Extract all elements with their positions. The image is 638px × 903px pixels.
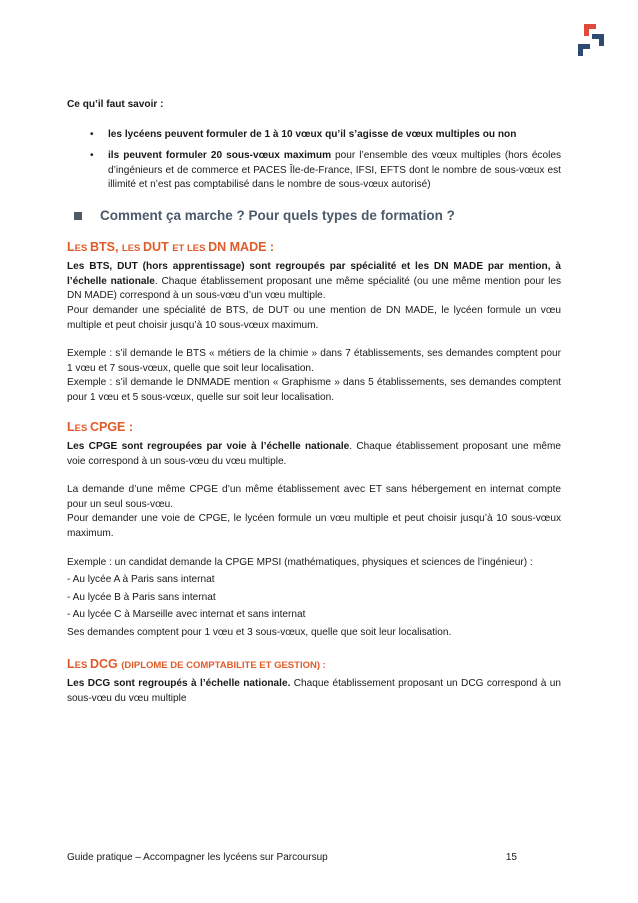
page-content <box>67 98 561 706</box>
cpge-item-1: - Au lycée A à Paris sans internat <box>67 574 215 586</box>
square-bullet-icon <box>74 212 82 220</box>
dcg-paragraph-1: Les DCG sont regroupés à l’échelle nationale. Chaque établissement proposant un DCG correspond à un sous-vœu du vœu multiple <box>67 678 561 704</box>
parcoursup-logo-icon <box>572 22 606 62</box>
cpge-paragraph-2: La demande d’une même CPGE d’un même établissement avec ET sans hébergement en internat compte pour un seul sous-vœu. <box>67 484 561 510</box>
intro-bullet-1 <box>90 128 561 143</box>
section-title: Comment ça marche ? Pour quels types de formation ? <box>100 207 455 223</box>
bullet-dot-icon: • <box>90 128 94 140</box>
cpge-item-3: - Au lycée C à Marseille avec internat et sans internat <box>67 609 306 621</box>
cpge-example: Exemple : un candidat demande la CPGE MPSI (mathématiques, physiques et sciences de l’ingénieur) : <box>67 556 533 568</box>
cpge-heading: LES CPGE : <box>67 419 134 434</box>
bullet-dot-icon: • <box>90 150 94 162</box>
intro-bullet-2 <box>90 149 561 193</box>
bts-paragraph-1: Les BTS, DUT (hors apprentissage) sont regroupés par spécialité et les DN MADE par mention, à l’échelle nationale. Chaque établissement proposant une même spécialité (ou une même mention pour les DN MADE) correspond à un sous-vœu d’un vœu multiple. <box>67 261 561 302</box>
intro-label: Ce qu’il faut savoir : <box>67 99 164 110</box>
bts-example-1: Exemple : s’il demande le BTS « métiers de la chimie » dans 7 établissements, ses demandes comptent pour 1 vœu et 7 sous-vœux, quelle que soit leur localisation. <box>67 348 561 374</box>
footer-text: Guide pratique – Accompagner les lycéens sur Parcoursup <box>67 852 328 863</box>
bts-heading: LES BTS, LES DUT ET LES DN MADE : <box>67 239 275 254</box>
dcg-heading: LES DCG (DIPLOME DE COMPTABILITE ET GESTION) : <box>67 656 326 671</box>
page-footer <box>67 852 561 863</box>
cpge-paragraph-1: Les CPGE sont regroupées par voie à l’échelle nationale. Chaque établissement proposant une même voie correspond à un sous-vœu du vœu multiple. <box>67 441 561 467</box>
bts-paragraph-2: Pour demander une spécialité de BTS, de DUT ou une mention de DN MADE, le lycéen formule un vœu multiple et peut choisir jusqu’à 10 sous-vœux maximum. <box>67 304 561 331</box>
cpge-conclusion: Ses demandes comptent pour 1 vœu et 3 sous-vœux, quelle que soit leur localisation. <box>67 627 452 639</box>
cpge-paragraph-3: Pour demander une voie de CPGE, le lycéen formule un vœu multiple et peut choisir jusqu’à 10 sous-vœux maximum. <box>67 513 561 540</box>
bullet-2-text: pour l’ensemble des vœux multiples (hors écoles d’ingénieurs et de commerce et PACES Île-de-France, IFSI, EFTS dont le nombre de sous-vœux est illimité et n’est pas comptabilisé dans le nombre de sous-vœux autorisé) <box>108 150 561 191</box>
intro-bullet-list <box>67 128 561 193</box>
logo-blue-shape-1 <box>592 34 604 46</box>
cpge-item-2: - Au lycée B à Paris sans internat <box>67 591 216 603</box>
bts-example-2: Exemple : s’il demande le DNMADE mention « Graphisme » dans 5 établissements, ses demandes comptent pour 1 vœu et 5 sous-vœux, quelle sur soit leur localisation. <box>67 377 561 403</box>
bullet-2-bold: ils peuvent formuler 20 sous-vœux maximum <box>108 150 332 162</box>
section-heading <box>74 209 561 224</box>
logo-blue-shape-2 <box>578 44 590 56</box>
page-number: 15 <box>505 852 517 863</box>
bullet-1-bold: les lycéens peuvent formuler de 1 à 10 vœux qu’il s’agisse de vœux multiples ou non <box>108 128 517 140</box>
